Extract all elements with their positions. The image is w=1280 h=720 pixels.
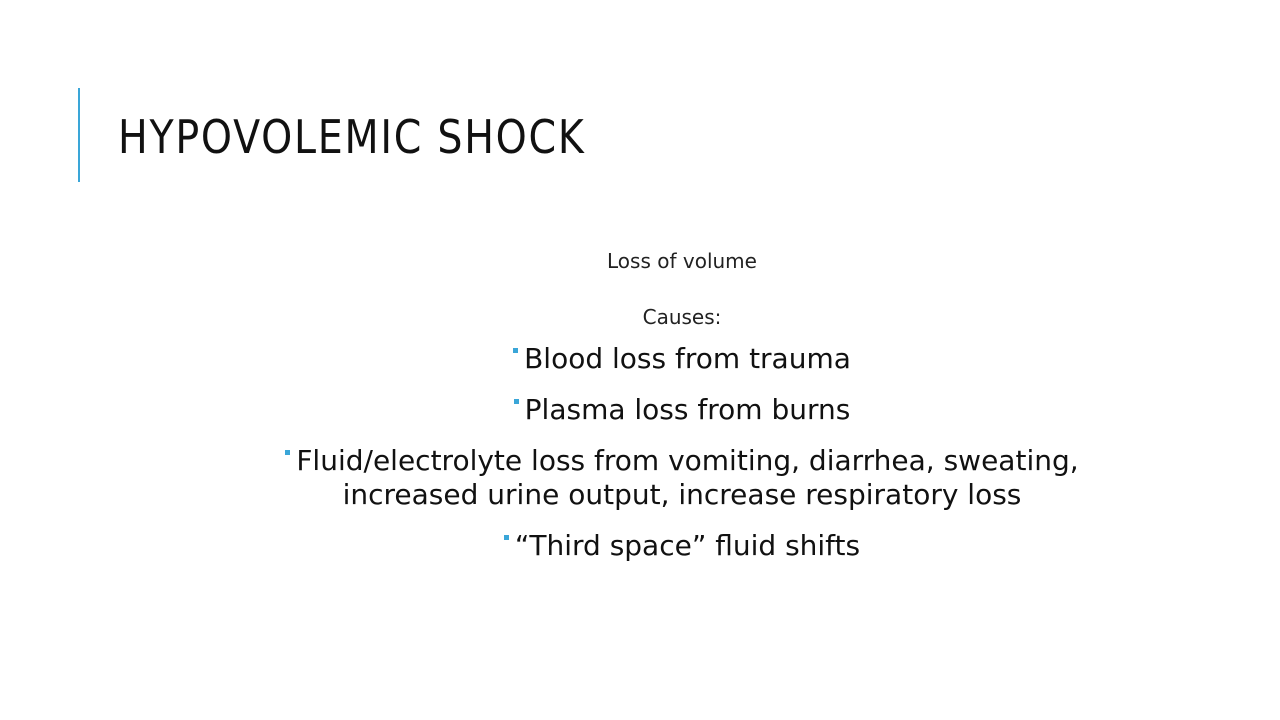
title-accent-bar xyxy=(78,88,80,182)
list-item xyxy=(60,444,1280,512)
list-item xyxy=(60,342,1280,376)
bullet-text: Plasma loss from burns xyxy=(524,393,851,426)
square-bullet-icon xyxy=(285,450,290,455)
list-item xyxy=(60,529,1280,563)
bullet-text-line-1: Fluid/electrolyte loss from vomiting, diarrhea, sweating, xyxy=(296,444,1079,477)
causes-list xyxy=(60,342,1280,563)
slide-body xyxy=(60,244,1280,580)
bullet-text-line-2: increased urine output, increase respiratory loss xyxy=(342,478,1022,511)
square-bullet-icon xyxy=(504,535,509,540)
square-bullet-icon xyxy=(514,399,519,404)
list-item xyxy=(60,393,1280,427)
slide-title: HYPOVOLEMIC SHOCK xyxy=(118,110,586,164)
subtitle-text: Loss of volume xyxy=(607,249,757,273)
bullet-text: “Third space” fluid shifts xyxy=(514,529,861,562)
square-bullet-icon xyxy=(513,348,518,353)
bullet-text: Blood loss from trauma xyxy=(524,342,851,375)
causes-label: Causes: xyxy=(642,305,722,329)
